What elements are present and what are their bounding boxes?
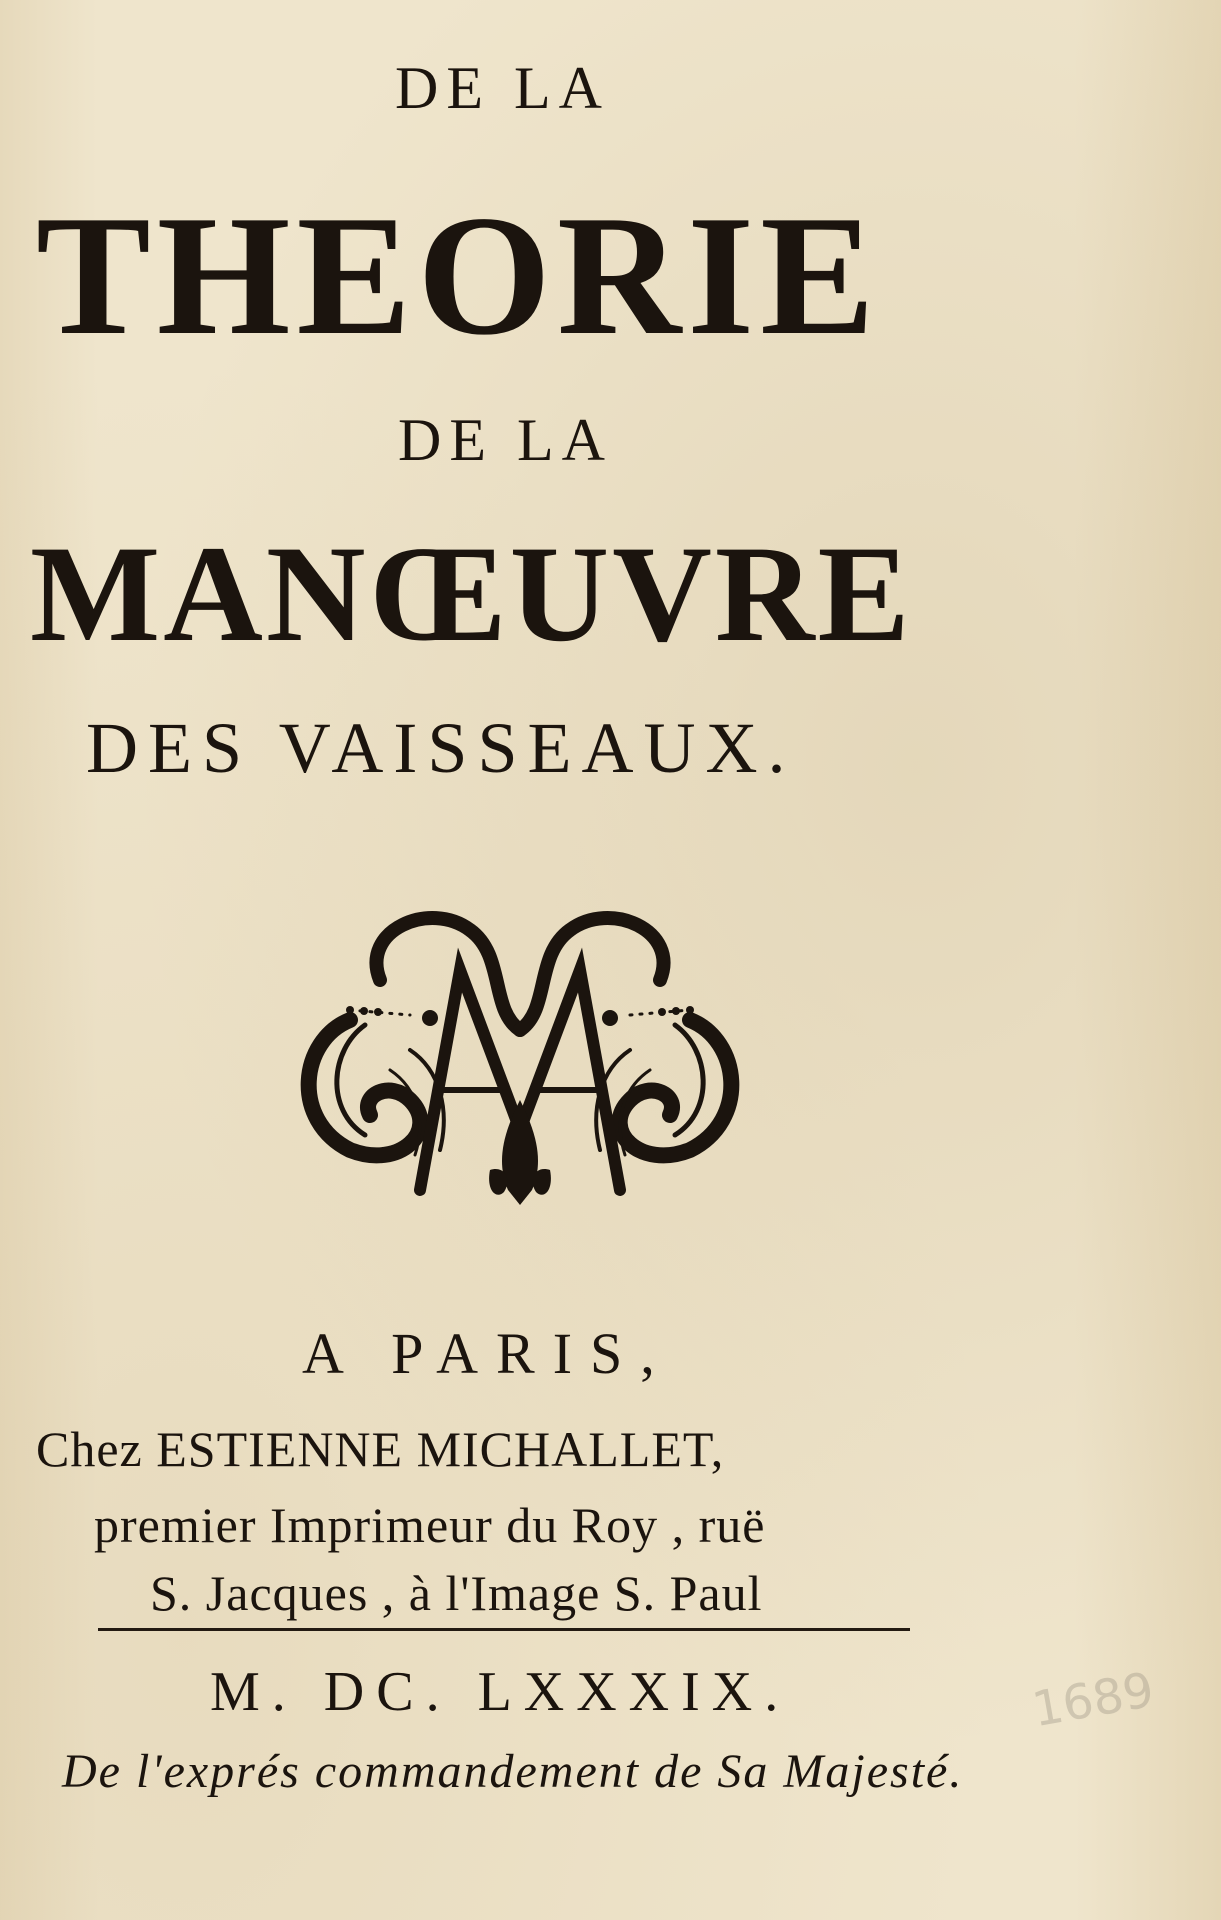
imprint-city: A PARIS, [302,1321,673,1386]
imprint-address: S. Jacques , à l'Image S. Paul [150,1565,763,1621]
imprint-title: premier Imprimeur du Roy , ruë [94,1497,766,1553]
publication-date: M. DC. LXXXIX. [210,1661,791,1723]
pencil-annotation: 1689 [1028,1661,1159,1739]
title-line-de-la-2: DE LA [398,407,613,473]
title-line-theorie: THEORIE [36,181,881,371]
imprint-printer: Chez ESTIENNE MICHALLET, [36,1421,725,1477]
title-line-manoeuvre: MANŒUVRE [30,517,913,670]
interlaced-monogram-ornament-icon [290,900,750,1220]
title-line-de-la-1: DE LA [395,55,610,121]
title-line-des-vaisseaux: DES VAISSEAUX. [86,708,796,788]
royal-privilege-note: De l'exprés commandement de Sa Majesté. [62,1745,964,1798]
divider-rule [98,1628,910,1631]
